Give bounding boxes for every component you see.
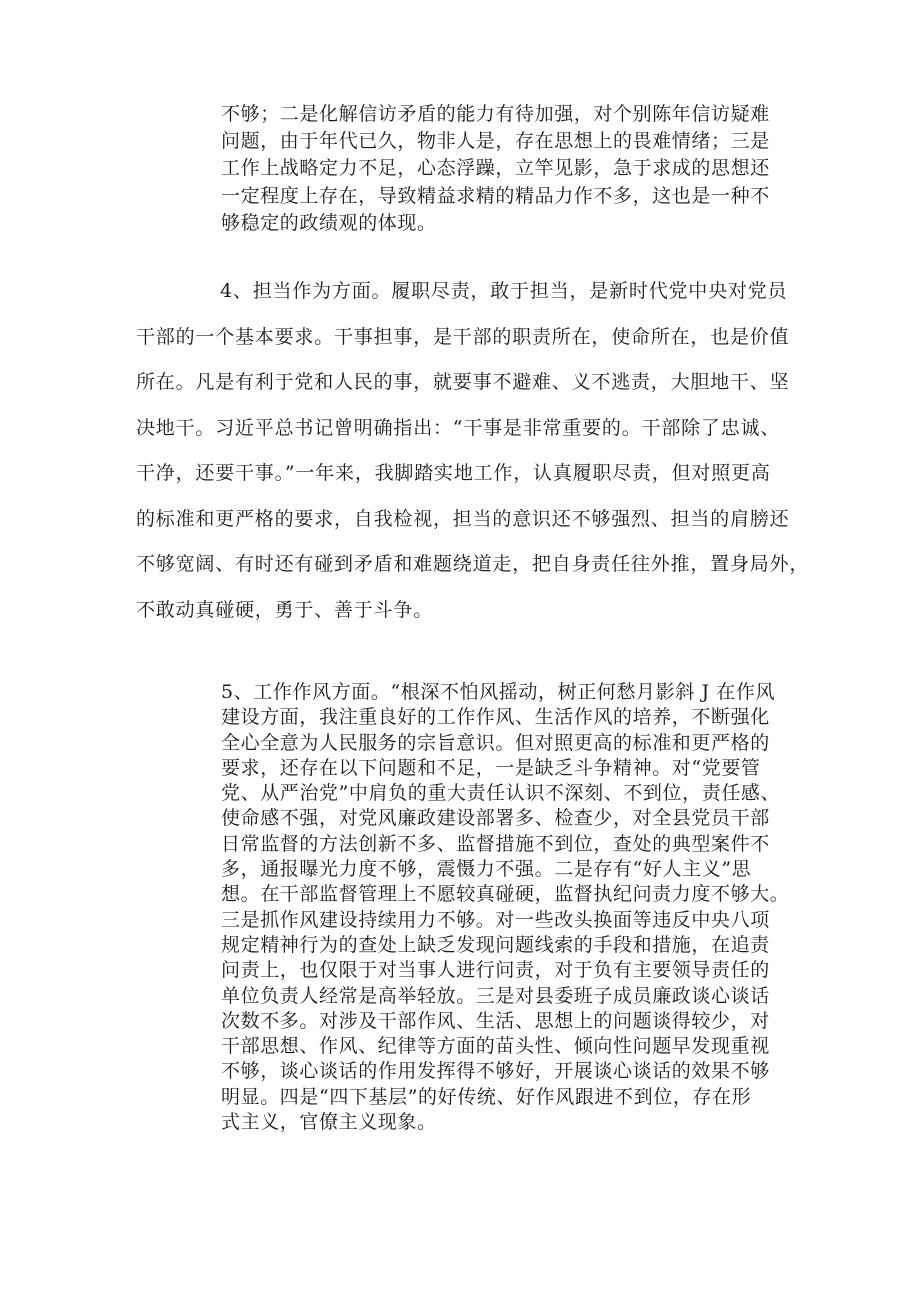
paragraph-line: 日常监督的方法创新不多、监督措施不到位，查处的典型案件不 [221,832,770,855]
paragraph-line: 工作上战略定力不足，心态浮躁，立竿见影，急于求成的思想还 [221,157,770,180]
paragraph-line: 干部的一个基本要求。干事担事，是干部的职责所在，使命所在，也是价值 [136,325,790,348]
paragraph-line: 次数不多。对涉及干部作风、生活、思想上的问题谈得较少，对 [221,1009,770,1032]
paragraph-line: 使命感不强，对党风廉政建设部署多、检查少，对全县党员干部 [221,807,770,830]
paragraph-line: 的标准和更严格的要求，自我检视，担当的意识还不够强烈、担当的肩膀还 [136,507,790,530]
paragraph-line: 决地干。习近平总书记曾明确指出：“干事是非常重要的。干部除了忠诚、 [136,416,781,439]
paragraph-line: 式主义，官僚主义现象。 [221,1111,437,1134]
paragraph-line: 党、从严治党”中肩负的重大责任认识不深刻、不到位，责任感、 [221,782,781,805]
paragraph-line: 不敢动真碰硬，勇于、善于斗争。 [136,598,434,621]
paragraph-line: 三是抓作风建设持续用力不够。对一些改头换面等违反中央八项 [221,908,770,931]
paragraph-line: 建设方面，我注重良好的工作作风、生活作风的培养，不断强化 [221,706,770,729]
paragraph-line: 不够；二是化解信访矛盾的能力有待加强，对个别陈年信访疑难 [221,103,770,125]
paragraph-line: 明显。四是“四下基层”的好传统、好作风跟进不到位，存在形 [221,1085,752,1108]
paragraph-line: 问责上，也仅限于对当事人进行问责，对于负有主要领导责任的 [221,959,770,982]
paragraph-line: 5、工作作风方面。“根深不怕风摇动，树正何愁月影斜 J 在作风 [221,681,776,703]
paragraph-line: 不够宽阔、有时还有碰到矛盾和难题绕道走，把自身责任往外推，置身局外， [136,553,810,575]
paragraph-line: 够稳定的政绩观的体现。 [221,211,437,234]
paragraph-line: 要求，还存在以下问题和不足，一是缺乏斗争精神。对“党要管 [221,756,761,779]
paragraph-line: 一定程度上存在，导致精益求精的精品力作不多，这也是一种不 [221,184,770,207]
paragraph-line: 全心全意为人民服务的宗旨意识。但对照更高的标准和更严格的 [221,731,770,754]
paragraph-line: 干部思想、作风、纪律等方面的苗头性、倾向性问题早发现重视 [221,1035,770,1058]
paragraph-line: 规定精神行为的查处上缺乏发现问题线索的手段和措施，在追责 [221,933,770,956]
paragraph-line: 不够，谈心谈话的作用发挥得不够好，开展谈心谈话的效果不够 [221,1060,770,1083]
paragraph-line: 想。在干部监督管理上不愿较真碰硬，监督执纪问责力度不够大。 [221,883,790,906]
paragraph-1 [221,101,791,237]
paragraph-3 [221,680,801,1135]
paragraph-line: 4、担当作为方面。履职尽责，敢于担当，是新时代党中央对党员 [220,280,788,302]
paragraph-line: 所在。凡是有利于党和人民的事，就要事不避难、义不逃责，大胆地干、坚 [136,371,790,393]
paragraph-line: 多，通报曝光力度不够，震慑力不强。二是存有“好人主义”思 [221,858,752,881]
paragraph-2 [136,269,810,633]
paragraph-line: 问题，由于年代已久，物非人是，存在思想上的畏难情绪；三是 [221,130,770,153]
paragraph-line: 单位负责人经常是高举轻放。三是对县委班子成员廉政谈心谈话 [221,984,770,1007]
paragraph-line: 干净，还要干事。”一年来，我脚踏实地工作，认真履职尽责，但对照更高 [136,462,771,484]
